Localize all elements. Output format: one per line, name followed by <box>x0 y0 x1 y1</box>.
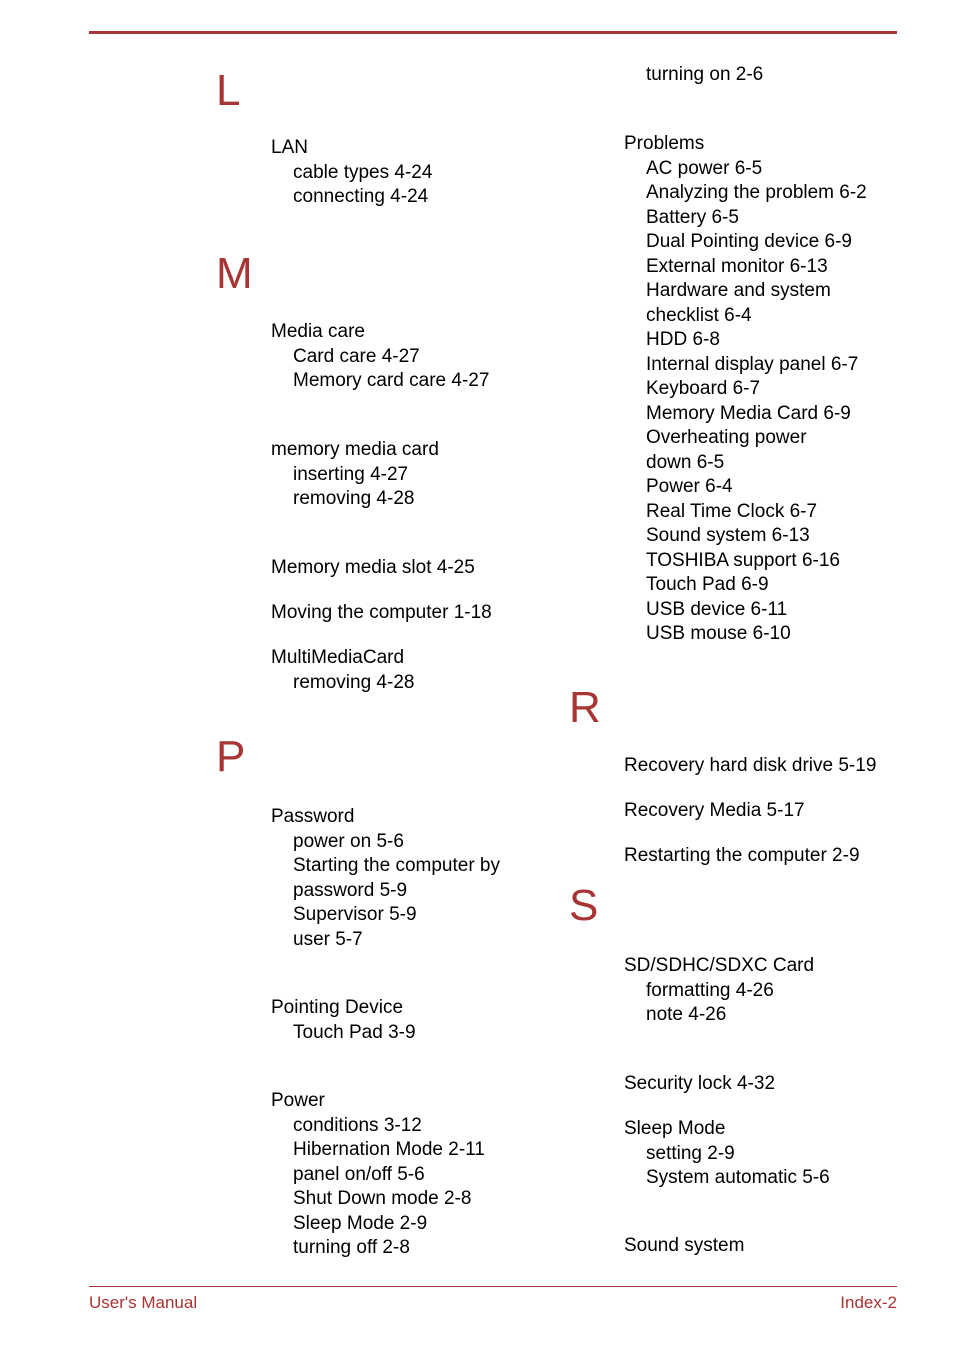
index-subentry: Overheating power <box>646 427 807 448</box>
index-entry <box>624 63 763 88</box>
index-subentry: Memory card care 4-27 <box>293 370 490 391</box>
index-subentry: USB device 6-11 <box>646 598 788 620</box>
index-subentry: Shut Down mode 2-8 <box>293 1188 472 1209</box>
index-subentry: formatting 4-26 <box>646 979 774 1001</box>
index-entry-heading: memory media card <box>271 439 439 460</box>
header-rule <box>89 31 897 34</box>
index-subentry: removing 4-28 <box>293 488 415 509</box>
index-entry-heading: Password <box>271 806 355 827</box>
index-entry <box>624 1072 775 1097</box>
footer-page-number: Index-2 <box>840 1293 897 1312</box>
section-letter-r: R <box>569 683 601 732</box>
index-subentry: Hardware and system <box>646 280 831 301</box>
index-subentry: Sound system 6-13 <box>646 525 810 546</box>
index-entry-heading: Recovery Media 5-17 <box>624 800 805 821</box>
index-subentry: down 6-5 <box>646 451 725 473</box>
index-subentry: Internal display panel 6-7 <box>646 353 859 375</box>
index-entry-heading: Sound system <box>624 1235 745 1256</box>
index-subentry: turning off 2-8 <box>293 1237 410 1258</box>
index-subentry: Hibernation Mode 2-11 <box>293 1139 485 1160</box>
section-letter-l: L <box>216 66 241 115</box>
index-subentry: Keyboard 6-7 <box>646 378 761 399</box>
index-subentry: Analyzing the problem 6-2 <box>646 182 867 203</box>
index-subentry: Dual Pointing device 6-9 <box>646 231 852 252</box>
index-entry <box>271 996 416 1045</box>
index-subentry: Battery 6-5 <box>646 206 739 228</box>
index-entry <box>624 1234 744 1259</box>
index-subentry: External monitor 6-13 <box>646 255 828 277</box>
index-subentry: Starting the computer by <box>293 855 500 876</box>
index-subentry: note 4-26 <box>646 1004 727 1025</box>
index-subentry: Touch Pad 3-9 <box>293 1021 416 1043</box>
index-subentry: conditions 3-12 <box>293 1114 422 1136</box>
index-subentry: setting 2-9 <box>646 1142 735 1164</box>
section-letter-p: P <box>216 732 246 781</box>
index-subentry: Power 6-4 <box>646 476 733 497</box>
index-subentry: turning on 2-6 <box>646 64 764 85</box>
index-entry <box>624 1117 830 1191</box>
index-entry <box>624 844 860 869</box>
index-entry-heading: Security lock 4-32 <box>624 1073 776 1094</box>
index-entry <box>271 646 414 695</box>
index-subentry: password 5-9 <box>293 879 408 901</box>
index-subentry: Touch Pad 6-9 <box>646 574 769 595</box>
index-subentry: user 5-7 <box>293 928 363 950</box>
index-entry <box>271 438 439 512</box>
index-entry-heading: Sleep Mode <box>624 1118 726 1139</box>
index-entry <box>271 556 475 581</box>
index-entry-heading: Pointing Device <box>271 997 404 1018</box>
index-subentry: Real Time Clock 6-7 <box>646 500 818 522</box>
index-entry <box>624 799 805 824</box>
index-entry <box>271 1089 485 1261</box>
index-entry-heading: SD/SDHC/SDXC Card <box>624 955 815 976</box>
index-entry <box>271 805 500 952</box>
index-entry-heading: MultiMediaCard <box>271 647 405 668</box>
section-letter-m: M <box>216 249 253 298</box>
index-subentry: panel on/off 5-6 <box>293 1163 425 1185</box>
index-subentry: removing 4-28 <box>293 671 415 693</box>
section-letter-s: S <box>569 881 599 930</box>
footer-manual-title: User's Manual <box>89 1293 198 1312</box>
index-entry-heading: Moving the computer 1-18 <box>271 602 492 623</box>
index-subentry: TOSHIBA support 6-16 <box>646 549 840 571</box>
index-entry-heading: Restarting the computer 2-9 <box>624 845 860 866</box>
index-entry-heading: Power <box>271 1090 325 1111</box>
index-subentry: Memory Media Card 6-9 <box>646 402 851 424</box>
index-subentry: System automatic 5-6 <box>646 1167 830 1188</box>
index-subentry: Sleep Mode 2-9 <box>293 1212 428 1234</box>
index-subentry: checklist 6-4 <box>646 304 752 326</box>
index-entry <box>271 601 492 626</box>
index-subentry: HDD 6-8 <box>646 329 720 350</box>
index-entry-heading: LAN <box>271 137 308 158</box>
index-subentry: power on 5-6 <box>293 830 404 852</box>
footer-rule <box>89 1286 897 1287</box>
index-entry-heading: Recovery hard disk drive 5-19 <box>624 755 877 776</box>
index-entry-heading: Media care <box>271 321 365 342</box>
index-entry <box>624 132 867 647</box>
index-entry-heading: Problems <box>624 133 705 154</box>
index-entry <box>271 136 432 210</box>
index-subentry: connecting 4-24 <box>293 186 429 207</box>
index-entry <box>624 754 876 779</box>
index-subentry: AC power 6-5 <box>646 157 763 179</box>
index-subentry: USB mouse 6-10 <box>646 623 791 644</box>
index-subentry: Card care 4-27 <box>293 345 420 367</box>
index-entry <box>624 954 814 1028</box>
index-entry-heading: Memory media slot 4-25 <box>271 557 475 578</box>
index-entry <box>271 320 489 394</box>
index-subentry: Supervisor 5-9 <box>293 904 417 925</box>
index-subentry: cable types 4-24 <box>293 161 433 183</box>
index-subentry: inserting 4-27 <box>293 463 409 485</box>
